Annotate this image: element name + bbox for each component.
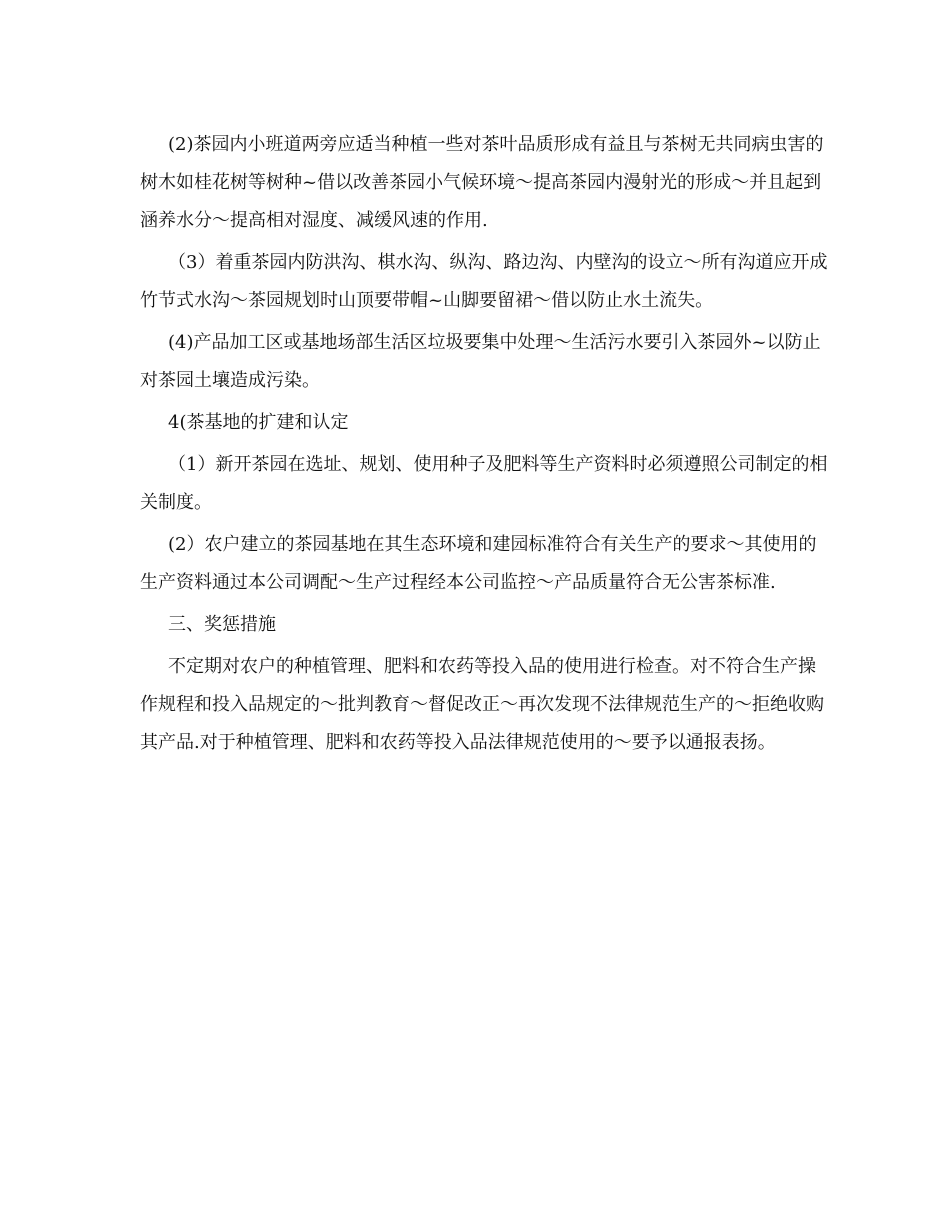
paragraph-new-gardens: （1）新开茶园在选址、规划、使用种子及肥料等生产资料时必须遵照公司制定的相关制度。 (140, 454, 828, 513)
section-heading-expansion: 4(茶基地的扩建和认定 (168, 412, 349, 433)
paragraph-waste-handling: (4)产品加工区或基地场部生活区垃圾要集中处理～生活污水要引入茶园外~以防止对茶园土壤造成污染。 (140, 332, 821, 391)
paragraph-tea-garden-trees: (2)茶园内小班道两旁应适当种植一些对茶叶品质形成有益且与茶树无共同病虫害的树木如桂花树等树种~借以改善茶园小气候环境～提高茶园内漫射光的形成～并且起到涵养水分～提高相对湿度、减缓风速的作用. (140, 134, 824, 231)
paragraph-drainage-ditches: （3）着重茶园内防洪沟、棋水沟、纵沟、路边沟、内壁沟的设立～所有沟道应开成竹节式水沟～茶园规划时山顶要带帽~山脚要留裙～借以防止水土流失。 (140, 252, 828, 311)
paragraph-farmer-bases: (2）农户建立的茶园基地在其生态环境和建园标准符合有关生产的要求～其使用的生产资料通过本公司调配～生产过程经本公司监控～产品质量符合无公害茶标准. (140, 534, 817, 593)
document-body (140, 126, 830, 762)
section-heading-rewards: 三、奖惩措施 (168, 614, 276, 635)
paragraph-inspection: 不定期对农户的种植管理、肥料和农药等投入品的使用进行检查。对不符合生产操作规程和投入品规定的～批判教育～督促改正～再次发现不法律规范生产的～拒绝收购其产品.对于种植管理、肥料和农药等投入品法律规范使用的～要予以通报表扬。 (140, 656, 824, 753)
